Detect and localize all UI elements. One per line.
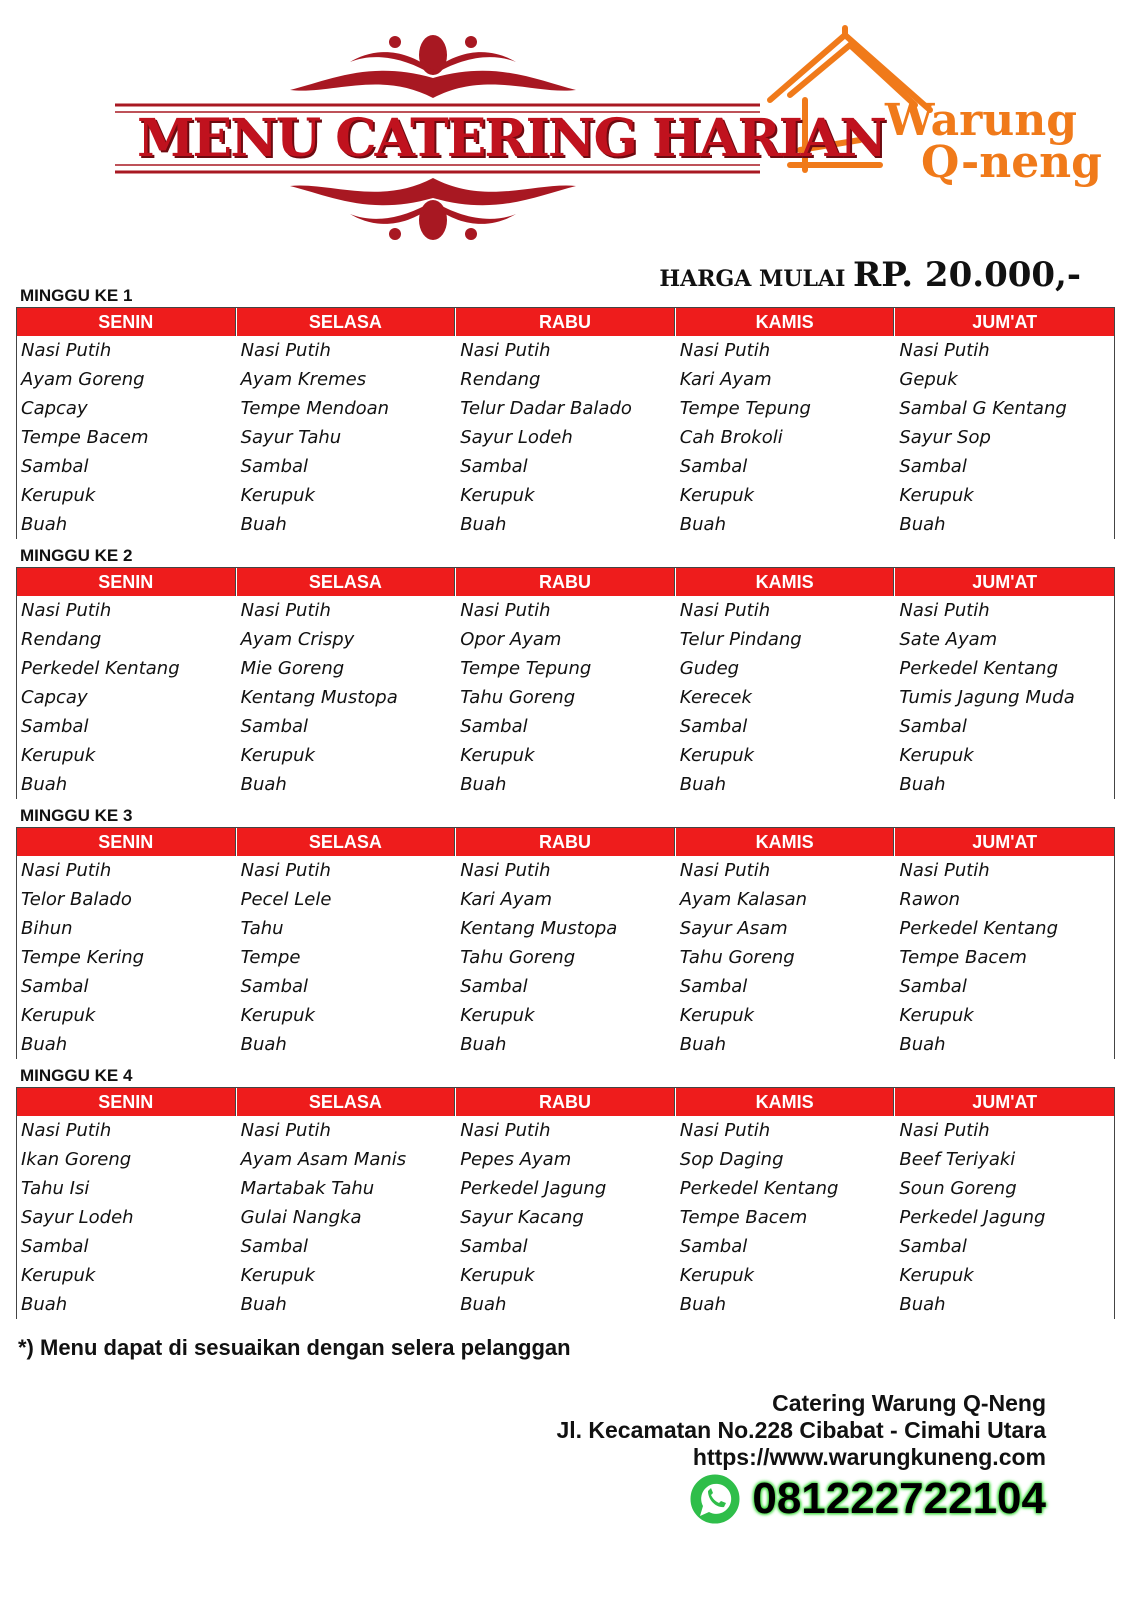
menu-list bbox=[676, 596, 895, 799]
day-column bbox=[456, 1088, 676, 1319]
menu-item: Nasi Putih bbox=[899, 1120, 990, 1141]
menu-list bbox=[237, 1116, 456, 1319]
day-column bbox=[17, 568, 237, 799]
menu-item: Sayur Tahu bbox=[240, 427, 342, 448]
menu-item: Perkedel Jagung bbox=[899, 1207, 1046, 1228]
menu-item: Ayam Crispy bbox=[240, 629, 355, 650]
menu-item: Gulai Nangka bbox=[240, 1207, 362, 1228]
menu-item: Nasi Putih bbox=[240, 340, 331, 361]
menu-item: Sambal bbox=[899, 1236, 967, 1257]
menu-item: Sambal bbox=[899, 716, 967, 737]
menu-item: Ayam Goreng bbox=[21, 369, 145, 390]
menu-item: Nasi Putih bbox=[460, 340, 551, 361]
menu-item: Tempe Bacem bbox=[679, 1207, 808, 1228]
day-header: KAMIS bbox=[676, 828, 895, 856]
menu-list bbox=[456, 336, 675, 539]
price-value: RP. 20.000,- bbox=[853, 255, 1081, 295]
menu-item: Martabak Tahu bbox=[240, 1178, 375, 1199]
menu-item: Telur Dadar Balado bbox=[460, 398, 632, 419]
menu-list bbox=[676, 336, 895, 539]
day-column bbox=[676, 568, 896, 799]
menu-list bbox=[237, 856, 456, 1059]
menu-item: Rawon bbox=[899, 889, 961, 910]
menu-item: Sambal bbox=[460, 1236, 528, 1257]
menu-item: Kari Ayam bbox=[460, 889, 553, 910]
week-label: MINGGU KE 2 bbox=[20, 546, 133, 565]
menu-list bbox=[895, 856, 1114, 1059]
menu-list bbox=[17, 1116, 236, 1319]
whatsapp-icon bbox=[686, 1470, 744, 1528]
menu-item: Buah bbox=[460, 514, 507, 535]
menu-item: Sayur Asam bbox=[679, 918, 788, 939]
menu-item: Buah bbox=[899, 514, 946, 535]
menu-item: Cah Brokoli bbox=[679, 427, 783, 448]
day-header: SELASA bbox=[237, 568, 456, 596]
menu-item: Perkedel Kentang bbox=[899, 658, 1058, 679]
menu-item: Kerupuk bbox=[679, 485, 755, 506]
week-block bbox=[16, 285, 1115, 539]
day-header: SELASA bbox=[237, 1088, 456, 1116]
menu-item: Tempe Kering bbox=[21, 947, 145, 968]
page-title: MENU CATERING HARIAN bbox=[137, 108, 885, 169]
day-header: RABU bbox=[456, 308, 675, 336]
footer-contact bbox=[556, 1390, 1046, 1471]
menu-item: Nasi Putih bbox=[460, 860, 551, 881]
menu-list bbox=[456, 1116, 675, 1319]
menu-item: Sambal bbox=[240, 716, 309, 737]
day-column bbox=[676, 1088, 896, 1319]
menu-item: Mie Goreng bbox=[240, 658, 345, 679]
menu-item: Sambal bbox=[460, 976, 528, 997]
menu-item: Sop Daging bbox=[679, 1149, 784, 1170]
menu-item: Kerupuk bbox=[899, 1005, 974, 1026]
day-header: SELASA bbox=[237, 308, 456, 336]
menu-item: Tahu Isi bbox=[21, 1178, 90, 1199]
menu-item: Nasi Putih bbox=[679, 600, 771, 621]
menu-item: Sambal bbox=[460, 716, 528, 737]
menu-item: Buah bbox=[240, 774, 287, 795]
day-column bbox=[456, 568, 676, 799]
menu-item: Pepes Ayam bbox=[460, 1149, 572, 1170]
menu-item: Capcay bbox=[21, 398, 88, 419]
menu-item: Gudeg bbox=[679, 658, 740, 679]
menu-item: Kari Ayam bbox=[679, 369, 772, 390]
day-column bbox=[895, 568, 1114, 799]
menu-item: Nasi Putih bbox=[899, 600, 990, 621]
menu-item: Nasi Putih bbox=[679, 340, 771, 361]
day-column bbox=[237, 568, 457, 799]
brand-logo bbox=[885, 95, 1102, 188]
menu-list bbox=[456, 596, 675, 799]
menu-list bbox=[676, 856, 895, 1059]
menu-item: Sambal bbox=[679, 456, 748, 477]
menu-item: Sayur Sop bbox=[899, 427, 991, 448]
menu-item: Opor Ayam bbox=[460, 629, 562, 650]
menu-item: Tahu Goreng bbox=[679, 947, 795, 968]
menu-item: Nasi Putih bbox=[21, 340, 112, 361]
menu-item: Tempe Bacem bbox=[21, 427, 149, 448]
menu-item: Sambal bbox=[240, 976, 309, 997]
menu-item: Buah bbox=[679, 1034, 726, 1055]
menu-item: Ayam Kremes bbox=[240, 369, 367, 390]
menu-item: Kerupuk bbox=[21, 1265, 96, 1286]
menu-list bbox=[895, 1116, 1114, 1319]
menu-item: Kerupuk bbox=[899, 745, 974, 766]
menu-item: Buah bbox=[240, 1294, 287, 1315]
menu-item: Sambal bbox=[679, 976, 748, 997]
day-header: SENIN bbox=[17, 1088, 236, 1116]
menu-item: Kerupuk bbox=[240, 745, 315, 766]
day-column bbox=[237, 828, 457, 1059]
menu-item: Kerupuk bbox=[240, 1265, 315, 1286]
day-column bbox=[17, 308, 237, 539]
day-header: RABU bbox=[456, 1088, 675, 1116]
menu-item: Buah bbox=[899, 774, 946, 795]
menu-item: Buah bbox=[240, 514, 287, 535]
day-header: SENIN bbox=[17, 568, 236, 596]
day-header: KAMIS bbox=[676, 1088, 895, 1116]
menu-item: Kentang Mustopa bbox=[460, 918, 618, 939]
menu-list bbox=[895, 596, 1114, 799]
menu-item: Sambal bbox=[679, 1236, 748, 1257]
menu-item: Tempe Tepung bbox=[679, 398, 811, 419]
menu-item: Pecel Lele bbox=[240, 889, 332, 910]
menu-item: Nasi Putih bbox=[240, 1120, 331, 1141]
price-prefix: HARGA MULAI bbox=[659, 266, 846, 292]
menu-item: Buah bbox=[21, 774, 68, 795]
menu-item: Sambal bbox=[21, 976, 89, 997]
menu-list bbox=[17, 596, 236, 799]
menu-item: Tahu Goreng bbox=[460, 947, 576, 968]
menu-item: Kerupuk bbox=[240, 485, 315, 506]
day-header: KAMIS bbox=[676, 568, 895, 596]
menu-item: Nasi Putih bbox=[899, 340, 990, 361]
menu-list bbox=[17, 336, 236, 539]
day-column bbox=[676, 308, 896, 539]
day-header: SENIN bbox=[17, 308, 236, 336]
menu-item: Kerupuk bbox=[460, 485, 535, 506]
menu-item: Sambal bbox=[21, 456, 89, 477]
day-column bbox=[17, 1088, 237, 1319]
menu-item: Ayam Kalasan bbox=[679, 889, 808, 910]
menu-item: Telor Balado bbox=[21, 889, 132, 910]
menu-item: Buah bbox=[460, 1034, 507, 1055]
menu-item: Gepuk bbox=[899, 369, 958, 390]
menu-item: Ayam Asam Manis bbox=[240, 1149, 407, 1170]
menu-item: Kerupuk bbox=[899, 1265, 974, 1286]
menu-item: Perkedel Kentang bbox=[679, 1178, 839, 1199]
bottom-flourish-icon bbox=[290, 178, 576, 240]
menu-list bbox=[237, 336, 456, 539]
header bbox=[0, 0, 1131, 260]
website-link[interactable]: https://www.warungkuneng.com bbox=[692, 1444, 1046, 1470]
menu-item: Nasi Putih bbox=[679, 860, 771, 881]
menu-item: Ikan Goreng bbox=[21, 1149, 132, 1170]
menu-item: Sambal bbox=[21, 1236, 89, 1257]
menu-item: Buah bbox=[679, 774, 726, 795]
menu-item: Kerupuk bbox=[899, 485, 974, 506]
week-label: MINGGU KE 3 bbox=[20, 806, 133, 825]
menu-item: Sambal bbox=[679, 716, 748, 737]
week-table bbox=[16, 1087, 1115, 1319]
menu-list bbox=[17, 856, 236, 1059]
day-header: SENIN bbox=[17, 828, 236, 856]
menu-item: Soun Goreng bbox=[899, 1178, 1017, 1199]
menu-item: Buah bbox=[679, 514, 726, 535]
menu-item: Tahu Goreng bbox=[460, 687, 576, 708]
day-column bbox=[895, 308, 1114, 539]
day-header: JUM'AT bbox=[895, 828, 1114, 856]
menu-item: Sambal bbox=[899, 456, 967, 477]
menu-item: Rendang bbox=[21, 629, 102, 650]
week-table bbox=[16, 567, 1115, 799]
day-column bbox=[456, 308, 676, 539]
day-column bbox=[17, 828, 237, 1059]
menu-item: Kerupuk bbox=[679, 1005, 755, 1026]
menu-item: Kerupuk bbox=[21, 485, 96, 506]
menu-item: Kerecek bbox=[679, 687, 752, 708]
menu-item: Nasi Putih bbox=[679, 1120, 771, 1141]
week-block bbox=[16, 805, 1115, 1059]
menu-item: Tempe bbox=[240, 947, 301, 968]
menu-item: Kerupuk bbox=[240, 1005, 315, 1026]
menu-item: Kerupuk bbox=[21, 1005, 96, 1026]
menu-item: Sambal bbox=[240, 456, 309, 477]
day-header: KAMIS bbox=[676, 308, 895, 336]
menu-list bbox=[676, 1116, 895, 1319]
menu-item: Tumis Jagung Muda bbox=[899, 687, 1075, 708]
brand-line-2: Q-neng bbox=[921, 136, 1102, 188]
menu-item: Perkedel Kentang bbox=[899, 918, 1058, 939]
menu-item: Nasi Putih bbox=[460, 600, 551, 621]
menu-item: Sayur Kacang bbox=[460, 1207, 584, 1228]
menu-list bbox=[237, 596, 456, 799]
day-column bbox=[895, 828, 1114, 1059]
menu-item: Sambal bbox=[240, 1236, 309, 1257]
menu-item: Sayur Lodeh bbox=[21, 1207, 134, 1228]
menu-item: Kerupuk bbox=[679, 745, 755, 766]
menu-item: Buah bbox=[460, 1294, 507, 1315]
brand-line-1: Warung bbox=[885, 95, 1078, 146]
menu-item: Beef Teriyaki bbox=[899, 1149, 1016, 1170]
menu-item: Kerupuk bbox=[460, 1005, 535, 1026]
menu-item: Nasi Putih bbox=[21, 600, 112, 621]
week-block bbox=[16, 545, 1115, 799]
menu-item: Sate Ayam bbox=[899, 629, 998, 650]
menu-item: Buah bbox=[21, 1034, 68, 1055]
menu-item: Sayur Lodeh bbox=[460, 427, 573, 448]
menu-item: Tempe Bacem bbox=[899, 947, 1027, 968]
day-header: RABU bbox=[456, 828, 675, 856]
day-header: JUM'AT bbox=[895, 308, 1114, 336]
menu-item: Rendang bbox=[460, 369, 541, 390]
phone-number[interactable]: 081222722104 bbox=[752, 1474, 1046, 1523]
menu-list bbox=[895, 336, 1114, 539]
menu-item: Sambal G Kentang bbox=[899, 398, 1067, 419]
menu-item: Nasi Putih bbox=[240, 600, 331, 621]
menu-item: Kentang Mustopa bbox=[240, 687, 398, 708]
menu-item: Nasi Putih bbox=[899, 860, 990, 881]
day-header: RABU bbox=[456, 568, 675, 596]
address: Jl. Kecamatan No.228 Cibabat - Cimahi Utara bbox=[556, 1417, 1046, 1443]
menu-item: Nasi Putih bbox=[460, 1120, 551, 1141]
menu-item: Tempe Mendoan bbox=[240, 398, 390, 419]
menu-item: Tempe Tepung bbox=[460, 658, 592, 679]
menu-item: Kerupuk bbox=[21, 745, 96, 766]
menu-item: Nasi Putih bbox=[240, 860, 331, 881]
day-header: SELASA bbox=[237, 828, 456, 856]
menu-note: *) Menu dapat di sesuaikan dengan selera pelanggan bbox=[18, 1335, 571, 1360]
menu-item: Nasi Putih bbox=[21, 860, 112, 881]
menu-item: Buah bbox=[899, 1294, 946, 1315]
day-column bbox=[895, 1088, 1114, 1319]
day-header: JUM'AT bbox=[895, 568, 1114, 596]
menu-item: Buah bbox=[460, 774, 507, 795]
menu-item: Tahu bbox=[240, 918, 284, 939]
menu-item: Bihun bbox=[21, 918, 73, 939]
menu-item: Perkedel Jagung bbox=[460, 1178, 607, 1199]
day-column bbox=[676, 828, 896, 1059]
menu-item: Kerupuk bbox=[460, 745, 535, 766]
menu-item: Capcay bbox=[21, 687, 88, 708]
week-table bbox=[16, 307, 1115, 539]
day-column bbox=[237, 1088, 457, 1319]
top-flourish-icon bbox=[290, 35, 576, 98]
day-column bbox=[237, 308, 457, 539]
day-header: JUM'AT bbox=[895, 1088, 1114, 1116]
menu-item: Sambal bbox=[21, 716, 89, 737]
menu-item: Buah bbox=[21, 1294, 68, 1315]
menu-item: Telur Pindang bbox=[679, 629, 802, 650]
menu-list bbox=[456, 856, 675, 1059]
menu-item: Sambal bbox=[460, 456, 528, 477]
phone-row bbox=[686, 1470, 1046, 1528]
menu-item: Buah bbox=[240, 1034, 287, 1055]
week-block bbox=[16, 1065, 1115, 1319]
week-label: MINGGU KE 1 bbox=[20, 286, 133, 305]
menu-item: Buah bbox=[21, 514, 68, 535]
business-name: Catering Warung Q-Neng bbox=[772, 1390, 1046, 1416]
menu-item: Sambal bbox=[899, 976, 967, 997]
day-column bbox=[456, 828, 676, 1059]
menu-item: Kerupuk bbox=[460, 1265, 535, 1286]
week-table bbox=[16, 827, 1115, 1059]
menu-item: Perkedel Kentang bbox=[21, 658, 180, 679]
week-label: MINGGU KE 4 bbox=[20, 1066, 133, 1085]
menu-item: Buah bbox=[899, 1034, 946, 1055]
menu-item: Buah bbox=[679, 1294, 726, 1315]
menu-item: Kerupuk bbox=[679, 1265, 755, 1286]
menu-item: Nasi Putih bbox=[21, 1120, 112, 1141]
